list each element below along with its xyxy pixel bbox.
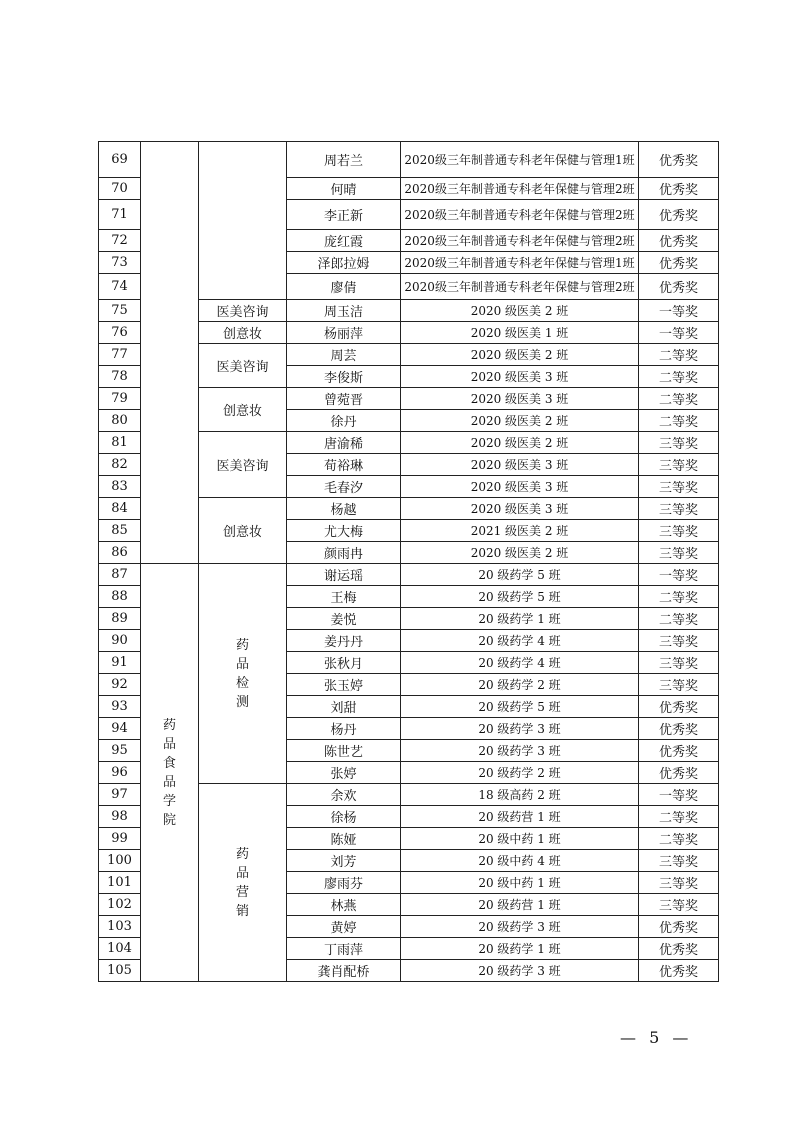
student-name: 余欢 bbox=[287, 784, 401, 806]
class-name: 20 级药学 1 班 bbox=[401, 608, 639, 630]
class-name: 2020 级医美 3 班 bbox=[401, 476, 639, 498]
student-name: 张婷 bbox=[287, 762, 401, 784]
category-cell: 创意妆 bbox=[199, 388, 287, 432]
row-number: 78 bbox=[99, 366, 141, 388]
award-level: 优秀奖 bbox=[639, 740, 719, 762]
class-name: 2020级三年制普通专科老年保健与管理1班 bbox=[401, 142, 639, 178]
row-number: 90 bbox=[99, 630, 141, 652]
student-name: 廖雨芬 bbox=[287, 872, 401, 894]
row-number: 81 bbox=[99, 432, 141, 454]
student-name: 张秋月 bbox=[287, 652, 401, 674]
student-name: 刘甜 bbox=[287, 696, 401, 718]
award-level: 优秀奖 bbox=[639, 960, 719, 982]
class-name: 2020 级医美 1 班 bbox=[401, 322, 639, 344]
table-row bbox=[99, 564, 719, 586]
award-level: 三等奖 bbox=[639, 476, 719, 498]
award-level: 二等奖 bbox=[639, 608, 719, 630]
award-level: 二等奖 bbox=[639, 388, 719, 410]
class-name: 20 级药学 3 班 bbox=[401, 718, 639, 740]
student-name: 姜悦 bbox=[287, 608, 401, 630]
award-level: 一等奖 bbox=[639, 300, 719, 322]
page-number: — 5 — bbox=[620, 1028, 693, 1047]
class-name: 2020 级医美 2 班 bbox=[401, 300, 639, 322]
class-name: 2021 级医美 2 班 bbox=[401, 520, 639, 542]
award-level: 三等奖 bbox=[639, 498, 719, 520]
row-number: 83 bbox=[99, 476, 141, 498]
student-name: 刘芳 bbox=[287, 850, 401, 872]
row-number: 89 bbox=[99, 608, 141, 630]
student-name: 杨越 bbox=[287, 498, 401, 520]
college-cell bbox=[141, 564, 199, 982]
row-number: 100 bbox=[99, 850, 141, 872]
row-number: 97 bbox=[99, 784, 141, 806]
class-name: 20 级药学 1 班 bbox=[401, 938, 639, 960]
award-level: 优秀奖 bbox=[639, 230, 719, 252]
category-cell bbox=[199, 564, 287, 784]
category-cell: 创意妆 bbox=[199, 322, 287, 344]
row-number: 71 bbox=[99, 200, 141, 230]
class-name: 20 级中药 1 班 bbox=[401, 872, 639, 894]
row-number: 70 bbox=[99, 178, 141, 200]
award-level: 三等奖 bbox=[639, 872, 719, 894]
class-name: 20 级药学 2 班 bbox=[401, 762, 639, 784]
row-number: 85 bbox=[99, 520, 141, 542]
row-number: 77 bbox=[99, 344, 141, 366]
student-name: 陈娅 bbox=[287, 828, 401, 850]
class-name: 2020级三年制普通专科老年保健与管理1班 bbox=[401, 252, 639, 274]
class-name: 2020级三年制普通专科老年保健与管理2班 bbox=[401, 200, 639, 230]
student-name: 徐杨 bbox=[287, 806, 401, 828]
row-number: 86 bbox=[99, 542, 141, 564]
class-name: 20 级药学 3 班 bbox=[401, 960, 639, 982]
award-level: 二等奖 bbox=[639, 806, 719, 828]
student-name: 曾菀晋 bbox=[287, 388, 401, 410]
row-number: 95 bbox=[99, 740, 141, 762]
row-number: 69 bbox=[99, 142, 141, 178]
award-level: 优秀奖 bbox=[639, 916, 719, 938]
class-name: 20 级中药 1 班 bbox=[401, 828, 639, 850]
award-level: 二等奖 bbox=[639, 344, 719, 366]
award-level: 优秀奖 bbox=[639, 762, 719, 784]
class-name: 2020级三年制普通专科老年保健与管理2班 bbox=[401, 178, 639, 200]
category-cell bbox=[199, 784, 287, 982]
category-cell: 创意妆 bbox=[199, 498, 287, 564]
student-name: 丁雨萍 bbox=[287, 938, 401, 960]
award-level: 优秀奖 bbox=[639, 142, 719, 178]
row-number: 105 bbox=[99, 960, 141, 982]
student-name: 尤大梅 bbox=[287, 520, 401, 542]
award-level: 三等奖 bbox=[639, 850, 719, 872]
student-name: 泽郎拉姆 bbox=[287, 252, 401, 274]
award-level: 一等奖 bbox=[639, 784, 719, 806]
student-name: 颜雨冉 bbox=[287, 542, 401, 564]
class-name: 20 级药学 3 班 bbox=[401, 916, 639, 938]
award-level: 优秀奖 bbox=[639, 178, 719, 200]
row-number: 98 bbox=[99, 806, 141, 828]
award-level: 二等奖 bbox=[639, 828, 719, 850]
award-level: 一等奖 bbox=[639, 322, 719, 344]
award-level: 二等奖 bbox=[639, 586, 719, 608]
row-number: 82 bbox=[99, 454, 141, 476]
award-level: 优秀奖 bbox=[639, 938, 719, 960]
student-name: 毛春汐 bbox=[287, 476, 401, 498]
row-number: 91 bbox=[99, 652, 141, 674]
vertical-label: 药品食品学院 bbox=[162, 717, 176, 828]
row-number: 80 bbox=[99, 410, 141, 432]
class-name: 2020 级医美 3 班 bbox=[401, 388, 639, 410]
class-name: 20 级药学 5 班 bbox=[401, 586, 639, 608]
award-level: 优秀奖 bbox=[639, 200, 719, 230]
award-level: 三等奖 bbox=[639, 894, 719, 916]
class-name: 2020 级医美 2 班 bbox=[401, 542, 639, 564]
student-name: 李俊斯 bbox=[287, 366, 401, 388]
row-number: 88 bbox=[99, 586, 141, 608]
category-cell: 医美咨询 bbox=[199, 432, 287, 498]
class-name: 18 级高药 2 班 bbox=[401, 784, 639, 806]
row-number: 102 bbox=[99, 894, 141, 916]
award-level: 三等奖 bbox=[639, 520, 719, 542]
row-number: 104 bbox=[99, 938, 141, 960]
class-name: 20 级药学 4 班 bbox=[401, 652, 639, 674]
row-number: 79 bbox=[99, 388, 141, 410]
student-name: 龚肖配桥 bbox=[287, 960, 401, 982]
student-name: 何晴 bbox=[287, 178, 401, 200]
student-name: 徐丹 bbox=[287, 410, 401, 432]
class-name: 20 级药学 4 班 bbox=[401, 630, 639, 652]
award-table bbox=[98, 141, 719, 982]
row-number: 93 bbox=[99, 696, 141, 718]
class-name: 2020 级医美 3 班 bbox=[401, 498, 639, 520]
class-name: 20 级药营 1 班 bbox=[401, 894, 639, 916]
student-name: 李正新 bbox=[287, 200, 401, 230]
class-name: 2020 级医美 2 班 bbox=[401, 432, 639, 454]
row-number: 75 bbox=[99, 300, 141, 322]
award-level: 三等奖 bbox=[639, 652, 719, 674]
student-name: 黄婷 bbox=[287, 916, 401, 938]
category-cell: 医美咨询 bbox=[199, 344, 287, 388]
award-level: 优秀奖 bbox=[639, 252, 719, 274]
student-name: 唐渝稀 bbox=[287, 432, 401, 454]
row-number: 76 bbox=[99, 322, 141, 344]
award-level: 二等奖 bbox=[639, 410, 719, 432]
award-level: 三等奖 bbox=[639, 454, 719, 476]
row-number: 84 bbox=[99, 498, 141, 520]
student-name: 廖倩 bbox=[287, 274, 401, 300]
award-level: 优秀奖 bbox=[639, 696, 719, 718]
class-name: 2020 级医美 2 班 bbox=[401, 410, 639, 432]
category-cell bbox=[199, 142, 287, 300]
row-number: 92 bbox=[99, 674, 141, 696]
award-level: 优秀奖 bbox=[639, 718, 719, 740]
student-name: 庞红霞 bbox=[287, 230, 401, 252]
row-number: 99 bbox=[99, 828, 141, 850]
student-name: 周玉洁 bbox=[287, 300, 401, 322]
student-name: 陈世艺 bbox=[287, 740, 401, 762]
class-name: 20 级药营 1 班 bbox=[401, 806, 639, 828]
class-name: 2020级三年制普通专科老年保健与管理2班 bbox=[401, 274, 639, 300]
award-level: 三等奖 bbox=[639, 630, 719, 652]
award-level: 三等奖 bbox=[639, 542, 719, 564]
row-number: 72 bbox=[99, 230, 141, 252]
award-level: 一等奖 bbox=[639, 564, 719, 586]
class-name: 20 级药学 5 班 bbox=[401, 564, 639, 586]
row-number: 94 bbox=[99, 718, 141, 740]
class-name: 20 级中药 4 班 bbox=[401, 850, 639, 872]
class-name: 2020级三年制普通专科老年保健与管理2班 bbox=[401, 230, 639, 252]
row-number: 101 bbox=[99, 872, 141, 894]
award-level: 三等奖 bbox=[639, 432, 719, 454]
student-name: 杨丹 bbox=[287, 718, 401, 740]
award-level: 三等奖 bbox=[639, 674, 719, 696]
table-row bbox=[99, 142, 719, 178]
row-number: 87 bbox=[99, 564, 141, 586]
row-number: 74 bbox=[99, 274, 141, 300]
row-number: 73 bbox=[99, 252, 141, 274]
award-level: 优秀奖 bbox=[639, 274, 719, 300]
class-name: 2020 级医美 2 班 bbox=[401, 344, 639, 366]
student-name: 谢运瑶 bbox=[287, 564, 401, 586]
class-name: 2020 级医美 3 班 bbox=[401, 366, 639, 388]
student-name: 杨丽萍 bbox=[287, 322, 401, 344]
student-name: 张玉婷 bbox=[287, 674, 401, 696]
vertical-label: 药品营销 bbox=[235, 846, 249, 919]
student-name: 王梅 bbox=[287, 586, 401, 608]
college-cell bbox=[141, 142, 199, 564]
student-name: 周芸 bbox=[287, 344, 401, 366]
award-level: 二等奖 bbox=[639, 366, 719, 388]
row-number: 103 bbox=[99, 916, 141, 938]
student-name: 姜丹丹 bbox=[287, 630, 401, 652]
class-name: 20 级药学 3 班 bbox=[401, 740, 639, 762]
student-name: 林燕 bbox=[287, 894, 401, 916]
category-cell: 医美咨询 bbox=[199, 300, 287, 322]
student-name: 荀裕琳 bbox=[287, 454, 401, 476]
vertical-label: 药品检测 bbox=[235, 637, 249, 710]
class-name: 2020 级医美 3 班 bbox=[401, 454, 639, 476]
student-name: 周若兰 bbox=[287, 142, 401, 178]
row-number: 96 bbox=[99, 762, 141, 784]
class-name: 20 级药学 5 班 bbox=[401, 696, 639, 718]
class-name: 20 级药学 2 班 bbox=[401, 674, 639, 696]
